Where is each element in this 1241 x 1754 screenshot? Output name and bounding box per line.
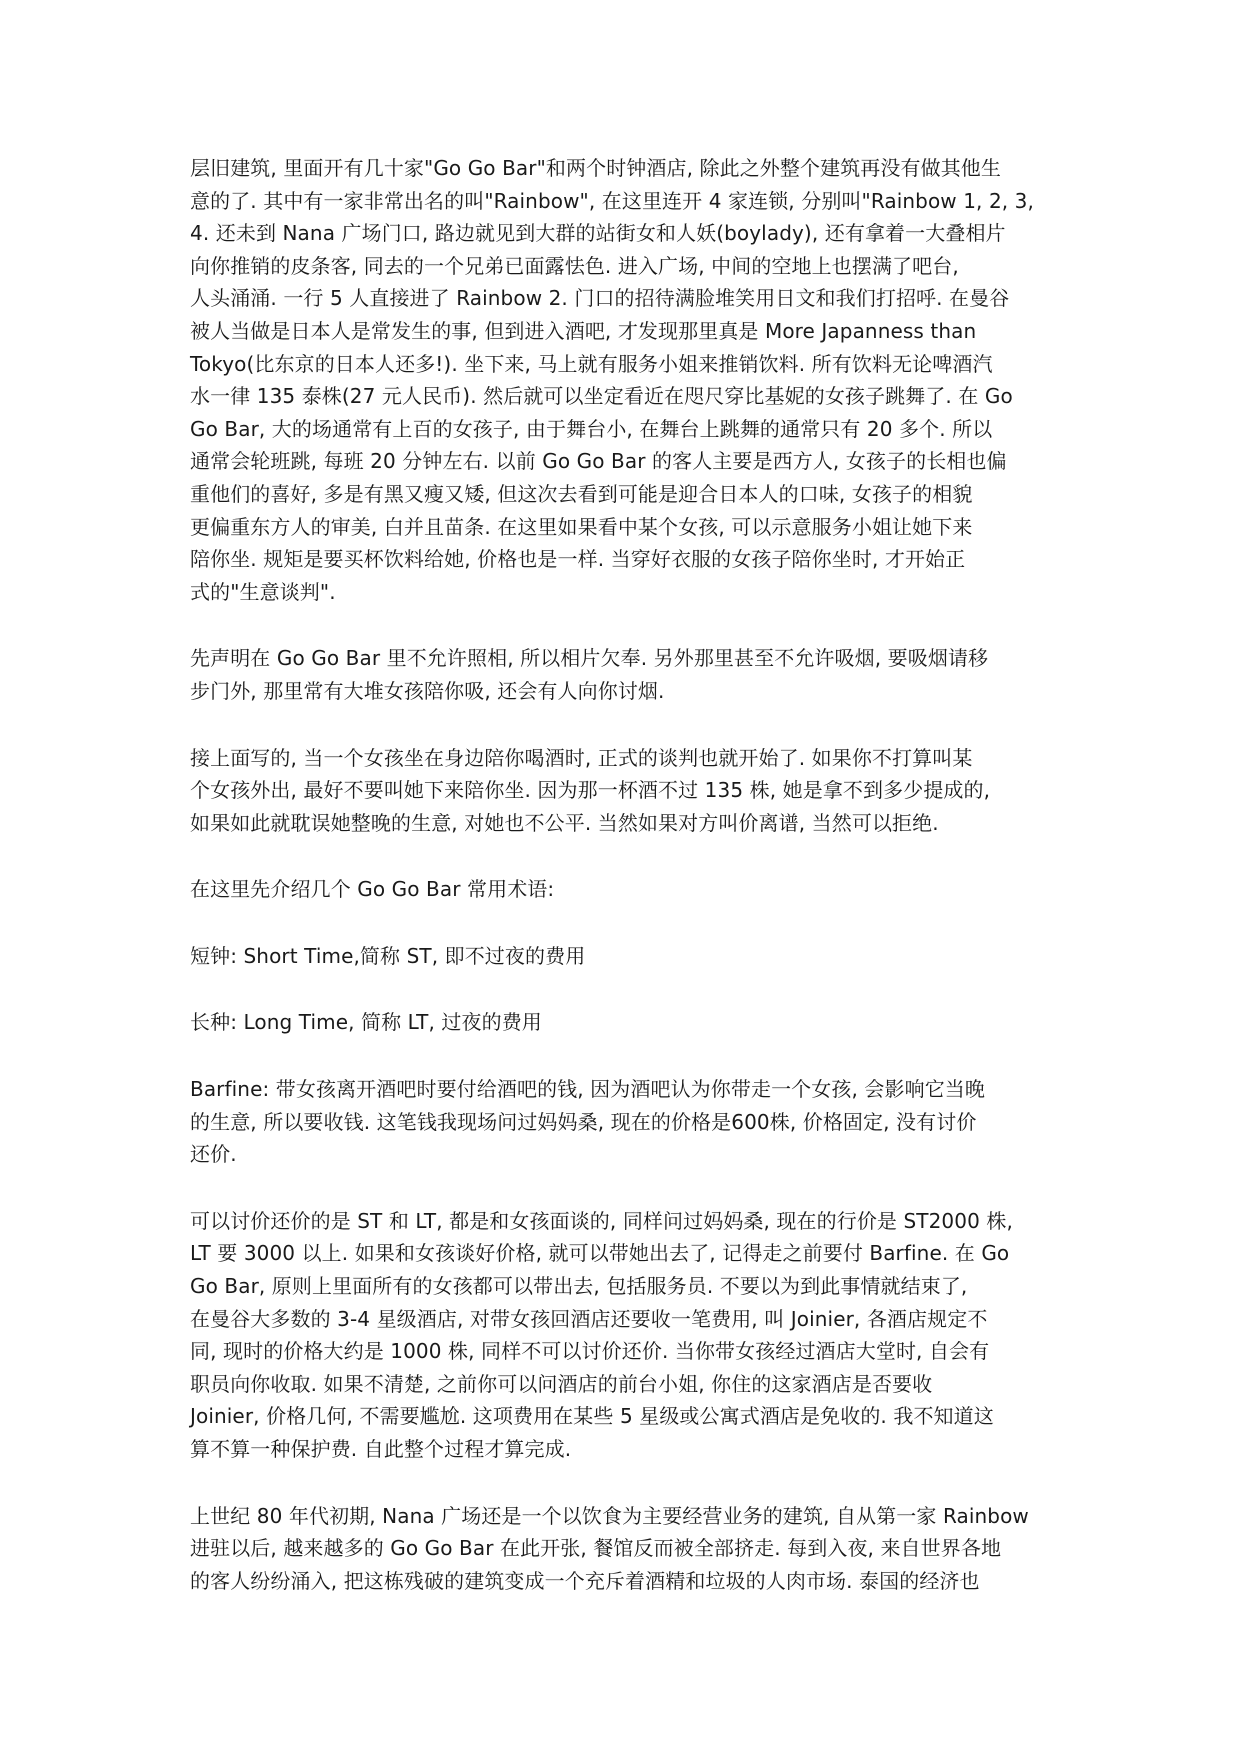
text-line: 算不算一种保护费. 自此整个过程才算完成. bbox=[190, 1437, 572, 1461]
text-line: Go Bar, 大的场通常有上百的女孩子, 由于舞台小, 在舞台上跳舞的通常只有 20 多个. 所以 bbox=[190, 416, 993, 441]
paragraph bbox=[190, 642, 1062, 707]
text-line: 在曼谷大多数的 3-4 星级酒店, 对带女孩回酒店还要收一笔费用, 叫 Joinier, 各酒店规定不 bbox=[190, 1306, 988, 1331]
paragraph bbox=[190, 742, 1062, 840]
text-line: 个女孩外出, 最好不要叫她下来陪你坐. 因为那一杯酒不过 135 株, 她是拿不到多少提成的, bbox=[190, 778, 991, 803]
text-line: 同, 现时的价格大约是 1000 株, 同样不可以讨价还价. 当你带女孩经过酒店大堂时, 自会有 bbox=[190, 1339, 990, 1364]
text-line: Tokyo(比东京的日本人还多!). 坐下来, 马上就有服务小姐来推销饮料. 所有饮料无论啤酒汽 bbox=[190, 351, 993, 376]
text-line: 在这里先介绍几个 Go Go Bar 常用术语: bbox=[190, 877, 555, 902]
text-line: Joinier, 价格几何, 不需要尴尬. 这项费用在某些 5 星级或公寓式酒店是免收的. 我不知道这 bbox=[190, 1404, 994, 1429]
text-line: 人头涌涌. 一行 5 人直接进了 Rainbow 2. 门口的招待满脸堆笑用日文和我们打招呼. 在曼谷 bbox=[190, 286, 1010, 311]
paragraph bbox=[190, 873, 1062, 906]
paragraph bbox=[190, 1073, 1062, 1171]
text-line: 接上面写的, 当一个女孩坐在身边陪你喝酒时, 正式的谈判也就开始了. 如果你不打算叫某 bbox=[190, 745, 973, 770]
text-line: 层旧建筑, 里面开有几十家"Go Go Bar"和两个时钟酒店, 除此之外整个建筑再没有做其他生 bbox=[190, 156, 1002, 180]
text-line: Barfine: 带女孩离开酒吧时要付给酒吧的钱, 因为酒吧认为你带走一个女孩, 会影响它当晚 bbox=[190, 1077, 986, 1102]
text-line: 通常会轮班跳, 每班 20 分钟左右. 以前 Go Go Bar 的客人主要是西方人, 女孩子的长相也偏 bbox=[190, 449, 1007, 474]
text-line: 先声明在 Go Go Bar 里不允许照相, 所以相片欠奉. 另外那里甚至不允许吸烟, 要吸烟请移 bbox=[190, 646, 989, 671]
text-line: 重他们的喜好, 多是有黑又瘦又矮, 但这次去看到可能是迎合日本人的口味, 女孩子的相貌 bbox=[190, 481, 973, 506]
text-line: 4. 还未到 Nana 广场门口, 路边就见到大群的站街女和人妖(boylady), 还有拿着一大叠相片 bbox=[190, 221, 1006, 246]
text-line: 进驻以后, 越来越多的 Go Go Bar 在此开张, 餐馆反而被全部挤走. 每到入夜, 来自世界各地 bbox=[190, 1536, 1002, 1561]
text-line: 职员向你收取. 如果不清楚, 之前你可以问酒店的前台小姐, 你住的这家酒店是否要收 bbox=[190, 1371, 933, 1396]
document-body bbox=[190, 152, 1062, 1631]
paragraph bbox=[190, 1205, 1062, 1466]
paragraph bbox=[190, 940, 1062, 973]
text-line: 步门外, 那里常有大堆女孩陪你吸, 还会有人向你讨烟. bbox=[190, 678, 665, 703]
text-line: 式的"生意谈判". bbox=[190, 579, 336, 604]
text-line: 向你推销的皮条客, 同去的一个兄弟已面露怯色. 进入广场, 中间的空地上也摆满了吧台, bbox=[190, 253, 959, 278]
paragraph bbox=[190, 1006, 1062, 1039]
text-line: 水一律 135 泰株(27 元人民币). 然后就可以坐定看近在咫尺穿比基妮的女孩子跳舞了. 在 Go bbox=[190, 384, 1013, 409]
text-line: 的客人纷纷涌入, 把这栋残破的建筑变成一个充斥着酒精和垃圾的人肉市场. 泰国的经济也 bbox=[190, 1568, 980, 1593]
text-line: 上世纪 80 年代初期, Nana 广场还是一个以饮食为主要经营业务的建筑, 自从第一家 Rainbow bbox=[190, 1503, 1029, 1528]
text-line: 如果如此就耽误她整晚的生意, 对她也不公平. 当然如果对方叫价离谱, 当然可以拒绝. bbox=[190, 810, 939, 835]
text-line: Go Bar, 原则上里面所有的女孩都可以带出去, 包括服务员. 不要以为到此事情就结束了, bbox=[190, 1274, 968, 1299]
text-line: 可以讨价还价的是 ST 和 LT, 都是和女孩面谈的, 同样问过妈妈桑, 现在的行价是 ST2000 株, bbox=[190, 1208, 1013, 1233]
paragraph bbox=[190, 1500, 1062, 1598]
text-line: 短钟: Short Time,简称 ST, 即不过夜的费用 bbox=[190, 943, 586, 968]
paragraph bbox=[190, 152, 1062, 608]
text-line: 被人当做是日本人是常发生的事, 但到进入酒吧, 才发现那里真是 More Japanness than bbox=[190, 318, 977, 343]
text-line: LT 要 3000 以上. 如果和女孩谈好价格, 就可以带她出去了, 记得走之前要付 Barfine. 在 Go bbox=[190, 1241, 1010, 1266]
text-line: 意的了. 其中有一家非常出名的叫"Rainbow", 在这里连开 4 家连锁, 分别叫"Rainbow 1, 2, 3, bbox=[190, 188, 1034, 213]
text-line: 还价. bbox=[190, 1142, 237, 1167]
text-line: 陪你坐. 规矩是要买杯饮料给她, 价格也是一样. 当穿好衣服的女孩子陪你坐时, 才开始正 bbox=[190, 547, 966, 572]
text-line: 更偏重东方人的审美, 白并且苗条. 在这里如果看中某个女孩, 可以示意服务小姐让她下来 bbox=[190, 514, 973, 539]
text-line: 的生意, 所以要收钱. 这笔钱我现场问过妈妈桑, 现在的价格是600株, 价格固定, 没有讨价 bbox=[190, 1109, 977, 1134]
text-line: 长种: Long Time, 简称 LT, 过夜的费用 bbox=[190, 1010, 542, 1035]
